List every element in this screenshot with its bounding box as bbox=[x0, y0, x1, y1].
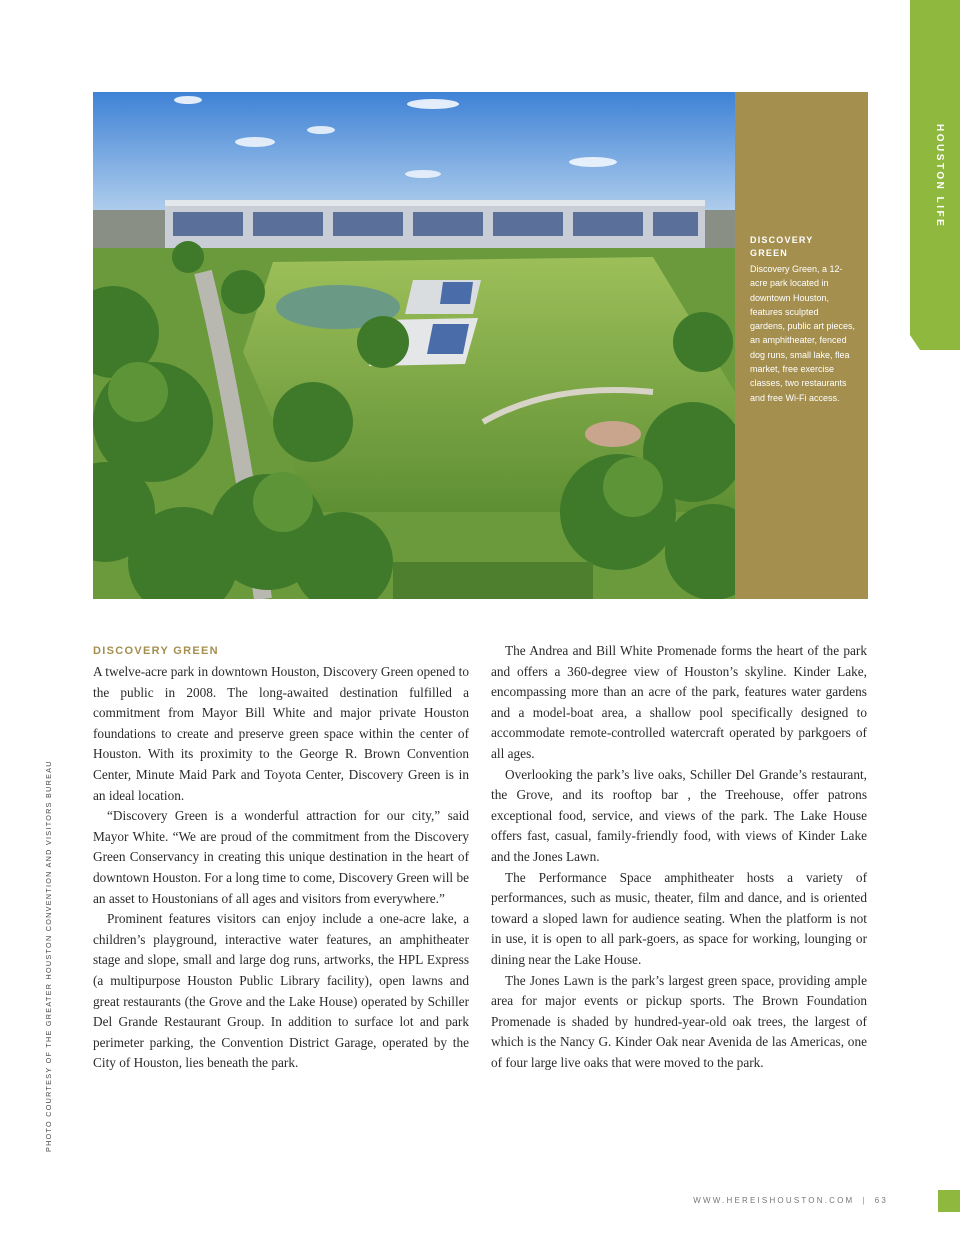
page-number: 63 bbox=[874, 1196, 888, 1205]
paragraph: Prominent features visitors can enjoy include a one-acre lake, a children’s playground, interactive water features, an amphitheater stage and slope, small and large dog runs, artworks, the HPL Express (a multipurpose Houston Public Library facility), open lawns and great restaurants (the Grove and the Lake House) operated by Schiller Del Grande Restaurant Group. In addition to surface lot and park perimeter parking, the Convention District Garage, operated by the City of Houston, lies beneath the park. bbox=[93, 911, 469, 1071]
paragraph: Overlooking the park’s live oaks, Schiller Del Grande’s restaurant, the Grove, and its rooftop bar , the Treehouse, offer patrons exceptional food, service, and views of the park. The Lake House offers fast, casual, family-friendly food, with views of Kinder Lake and the Jones Lawn. bbox=[491, 766, 867, 864]
aerial-park-photo bbox=[93, 92, 735, 599]
paragraph: “Discovery Green is a wonderful attraction for our city,” said Mayor White. “We are proud of the commitment from the Discovery Green Conservancy in creating this unique destination in the heart of downtown Houston. For a long time to come, Discovery Green will be an asset to Houstonians of all ages and visitors from everywhere.” bbox=[93, 808, 469, 906]
corner-marker bbox=[938, 1190, 960, 1212]
paragraph: The Andrea and Bill White Promenade forms the heart of the park and offers a 360-degree view of Houston’s skyline. Kinder Lake, encompassing more than an acre of the park, features water gardens and a model-boat area, a shallow pool specifically designed to accommodate remote-controlled watercraft operated by parkgoers of all ages. bbox=[491, 643, 867, 761]
paragraph: The Jones Lawn is the park’s largest green space, providing ample area for major events or pickup sports. The Brown Foundation Promenade is shaded by hundred-year-old oak trees, the largest of which is the Nancy G. Kinder Oak near Avenida de las Americas, one of four large live oaks that were moved to the park. bbox=[491, 972, 867, 1070]
photo-credit: PHOTO COURTESY OF THE GREATER HOUSTON CONVENTION AND VISITORS BUREAU bbox=[44, 760, 53, 1152]
section-heading: DISCOVERY GREEN bbox=[93, 645, 219, 657]
article-column-right bbox=[491, 641, 867, 1073]
footer-url[interactable]: WWW.HEREISHOUSTON.COM bbox=[693, 1196, 855, 1205]
footer-separator: | bbox=[862, 1196, 867, 1205]
paragraph: A twelve-acre park in downtown Houston, Discovery Green opened to the public in 2008. The long-awaited destination fulfilled a commitment from Mayor Bill White and major private Houston foundations to create and preserve green space within the center of Houston. With its proximity to the George R. Brown Convention Center, Minute Maid Park and Toyota Center, Discovery Green is in an ideal location. bbox=[93, 664, 469, 803]
caption-body: Discovery Green, a 12-acre park located in downtown Houston, features sculpted gardens, public art pieces, an amphitheater, fenced dog runs, small lake, flea market, free exercise classes, two restaurants and free Wi-Fi access. bbox=[750, 264, 856, 403]
paragraph: The Performance Space amphitheater hosts a variety of performances, such as music, theater, film and dance, and is oriented toward a sloped lawn for audience seating. When the platform is not in use, it is open to all park-goers, as space for working, lounging or dining near the Lake House. bbox=[491, 869, 867, 967]
article-column-left bbox=[93, 662, 469, 1074]
page-footer bbox=[693, 1196, 888, 1205]
section-tab-label: HOUSTON LIFE bbox=[934, 124, 945, 229]
caption-title: DISCOVERY GREEN bbox=[750, 235, 814, 258]
